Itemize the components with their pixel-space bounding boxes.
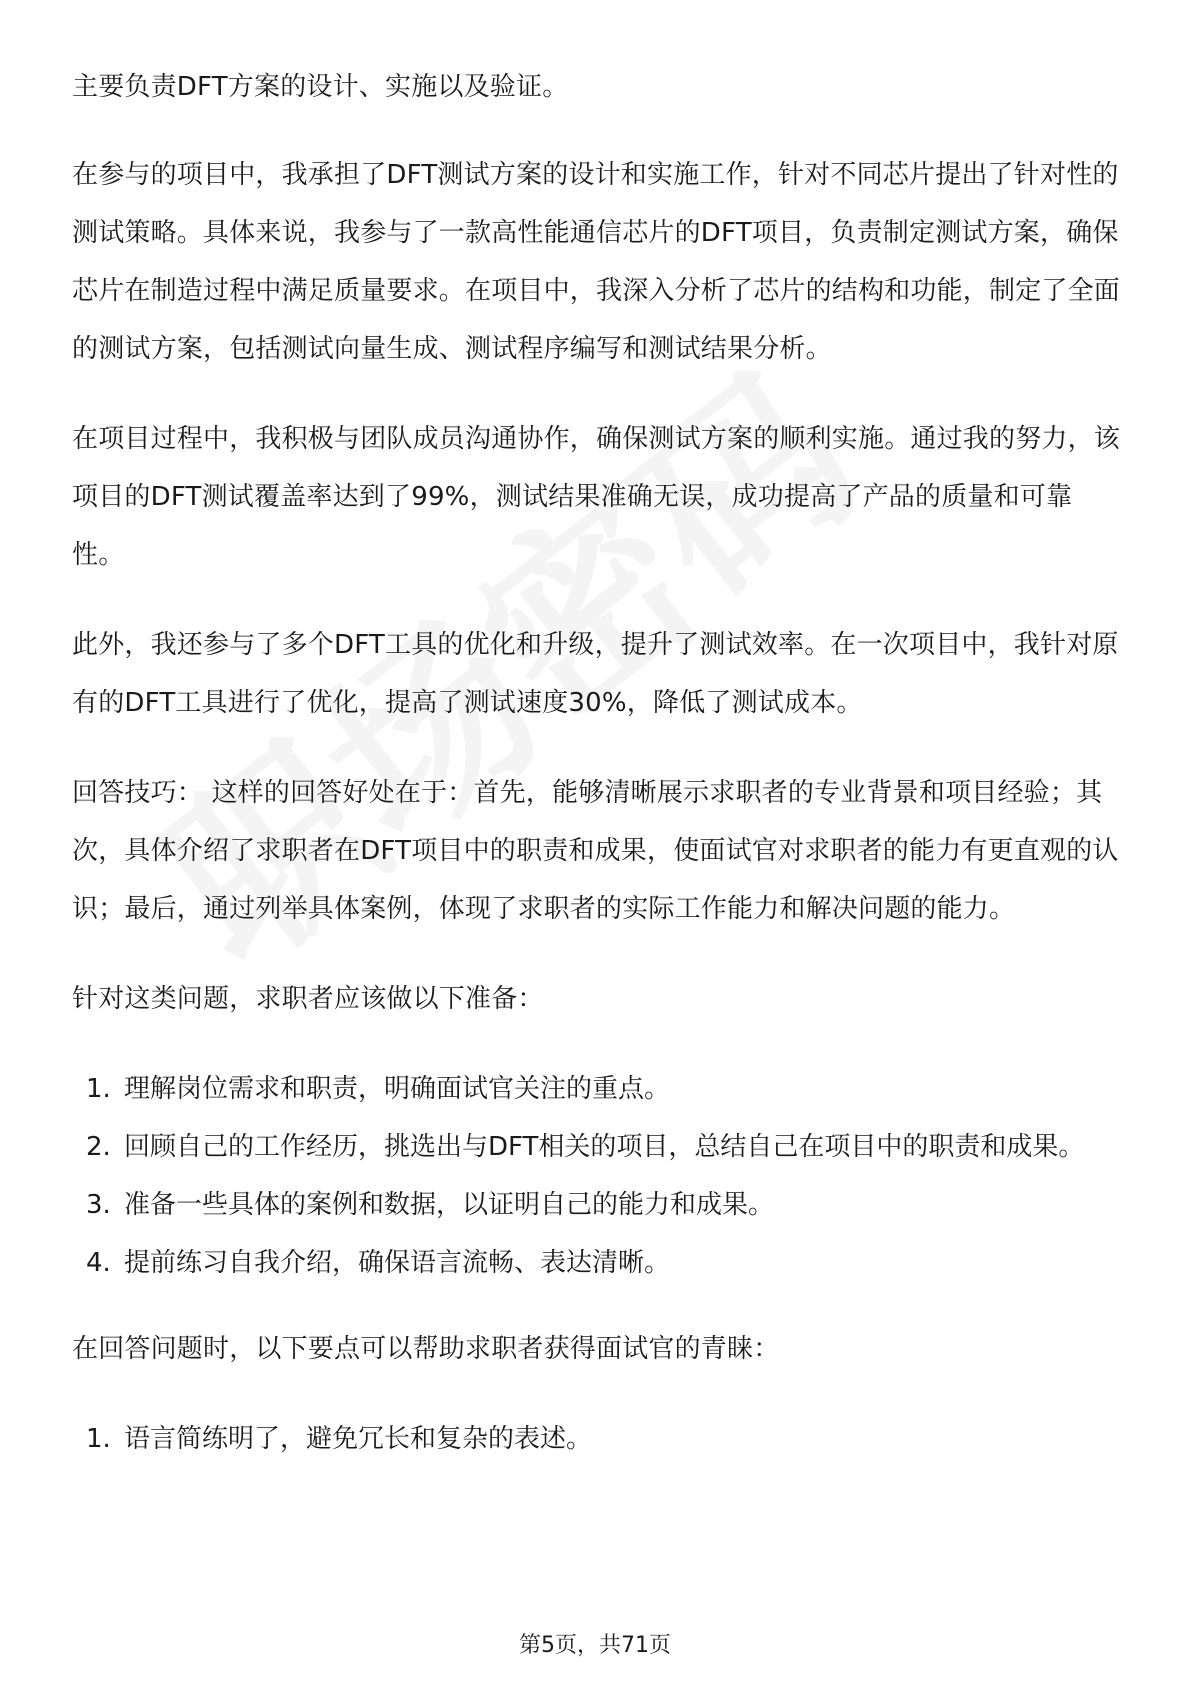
list-item <box>72 1410 1122 1468</box>
list-item <box>72 1234 1122 1292</box>
list-item-number: 3. <box>86 1190 111 1220</box>
list-item-number: 1. <box>86 1424 111 1454</box>
list-item-text: 理解岗位需求和职责，明确面试官关注的重点。 <box>124 1074 671 1104</box>
list-item-number: 4. <box>86 1248 111 1278</box>
list-item-text: 回顾自己的工作经历，挑选出与DFT相关的项目，总结自己在项目中的职责和成果。 <box>124 1132 1085 1162</box>
list-item-text: 语言简练明了，避免冗长和复杂的表述。 <box>124 1424 593 1454</box>
paragraph-tips-intro: 在回答问题时，以下要点可以帮助求职者获得面试官的青睐： <box>72 1334 780 1364</box>
preparation-list <box>72 1060 1122 1292</box>
list-item <box>72 1060 1122 1118</box>
paragraph-1: 主要负责DFT方案的设计、实施以及验证。 <box>72 72 569 102</box>
paragraph-3: 在项目过程中，我积极与团队成员沟通协作，确保测试方案的顺利实施。通过我的努力，该项目的DFT测试覆盖率达到了99%，测试结果准确无误，成功提高了产品的质量和可靠性。 <box>72 424 1121 570</box>
list-item-number: 1. <box>86 1074 111 1104</box>
document-body <box>72 58 1122 1496</box>
list-item <box>72 1176 1122 1234</box>
paragraph-answer-tips: 回答技巧： 这样的回答好处在于：首先，能够清晰展示求职者的专业背景和项目经验；其次，具体介绍了求职者在DFT项目中的职责和成果，使面试官对求职者的能力有更直观的认识；最后，通过列举具体案例，体现了求职者的实际工作能力和解决问题的能力。 <box>72 778 1119 924</box>
paragraph-2: 在参与的项目中，我承担了DFT测试方案的设计和实施工作，针对不同芯片提出了针对性的测试策略。具体来说，我参与了一款高性能通信芯片的DFT项目，负责制定测试方案，确保芯片在制造过程中满足质量要求。在项目中，我深入分析了芯片的结构和功能，制定了全面的测试方案，包括测试向量生成、测试程序编写和测试结果分析。 <box>72 160 1121 364</box>
list-item-text: 提前练习自我介绍，确保语言流畅、表达清晰。 <box>124 1248 671 1278</box>
page-number-footer: 第5页，共71页 <box>519 1633 671 1658</box>
list-item <box>72 1118 1122 1176</box>
list-item-text: 准备一些具体的案例和数据，以证明自己的能力和成果。 <box>124 1190 775 1220</box>
tips-list <box>72 1410 1122 1468</box>
paragraph-4: 此外，我还参与了多个DFT工具的优化和升级，提升了测试效率。在一次项目中，我针对原有的DFT工具进行了优化，提高了测试速度30%，降低了测试成本。 <box>72 630 1119 718</box>
paragraph-preparation-intro: 针对这类问题，求职者应该做以下准备： <box>72 984 544 1014</box>
list-item-number: 2. <box>86 1132 111 1162</box>
